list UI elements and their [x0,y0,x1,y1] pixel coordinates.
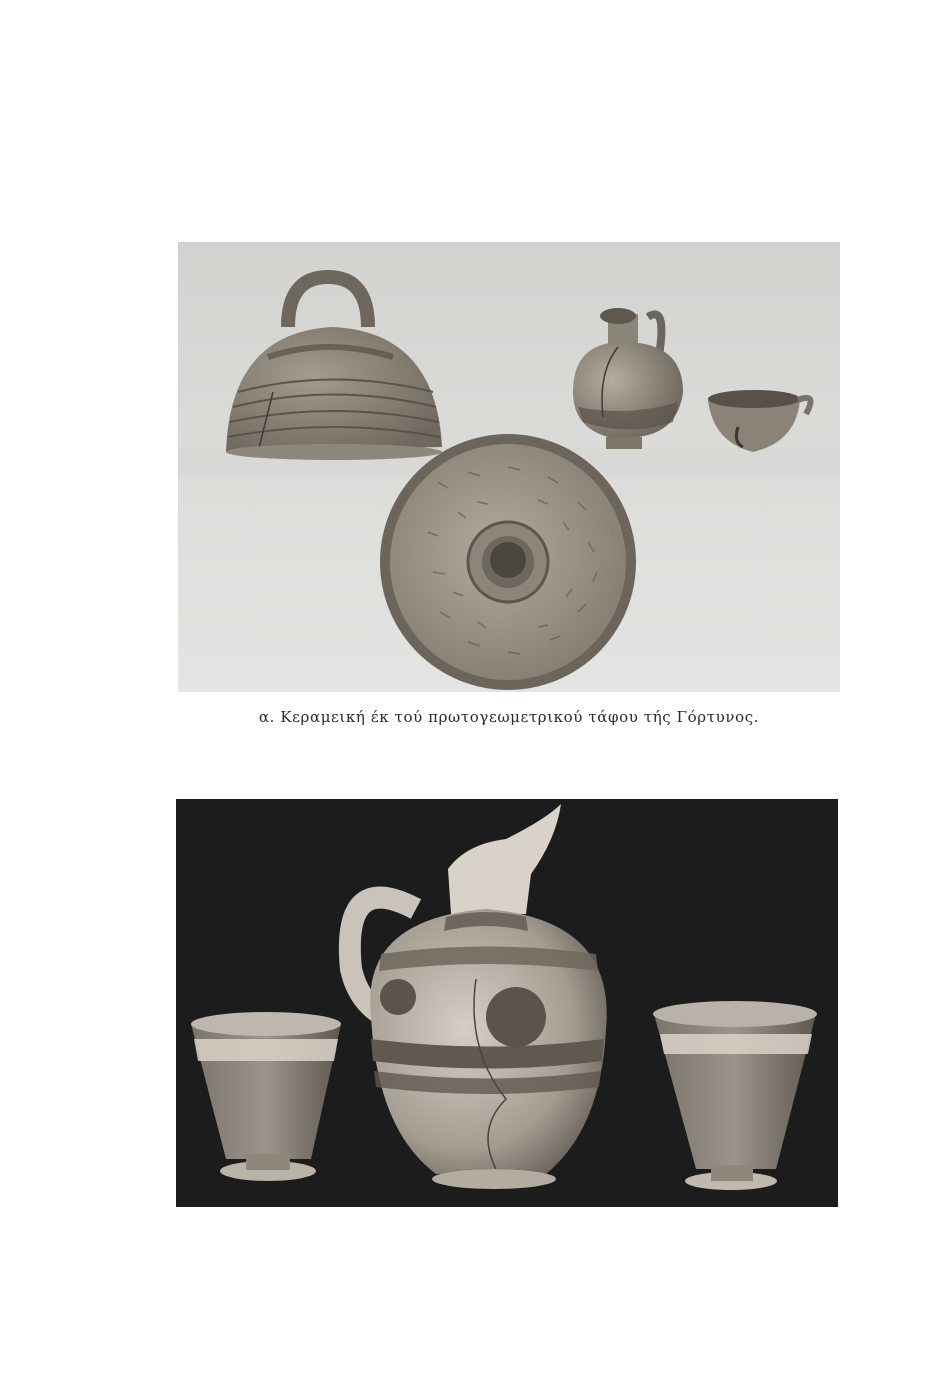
photo-plate-a [178,242,840,692]
pottery-photo-a [178,242,840,692]
photo-plate-b [176,799,838,1207]
figure-caption-a: α. Κεραμεική έκ τού πρωτογεωμετρικού τάφου τής Γόρτυνος. [258,708,760,726]
round-dish [380,434,636,690]
pottery-photo-b [176,799,838,1207]
